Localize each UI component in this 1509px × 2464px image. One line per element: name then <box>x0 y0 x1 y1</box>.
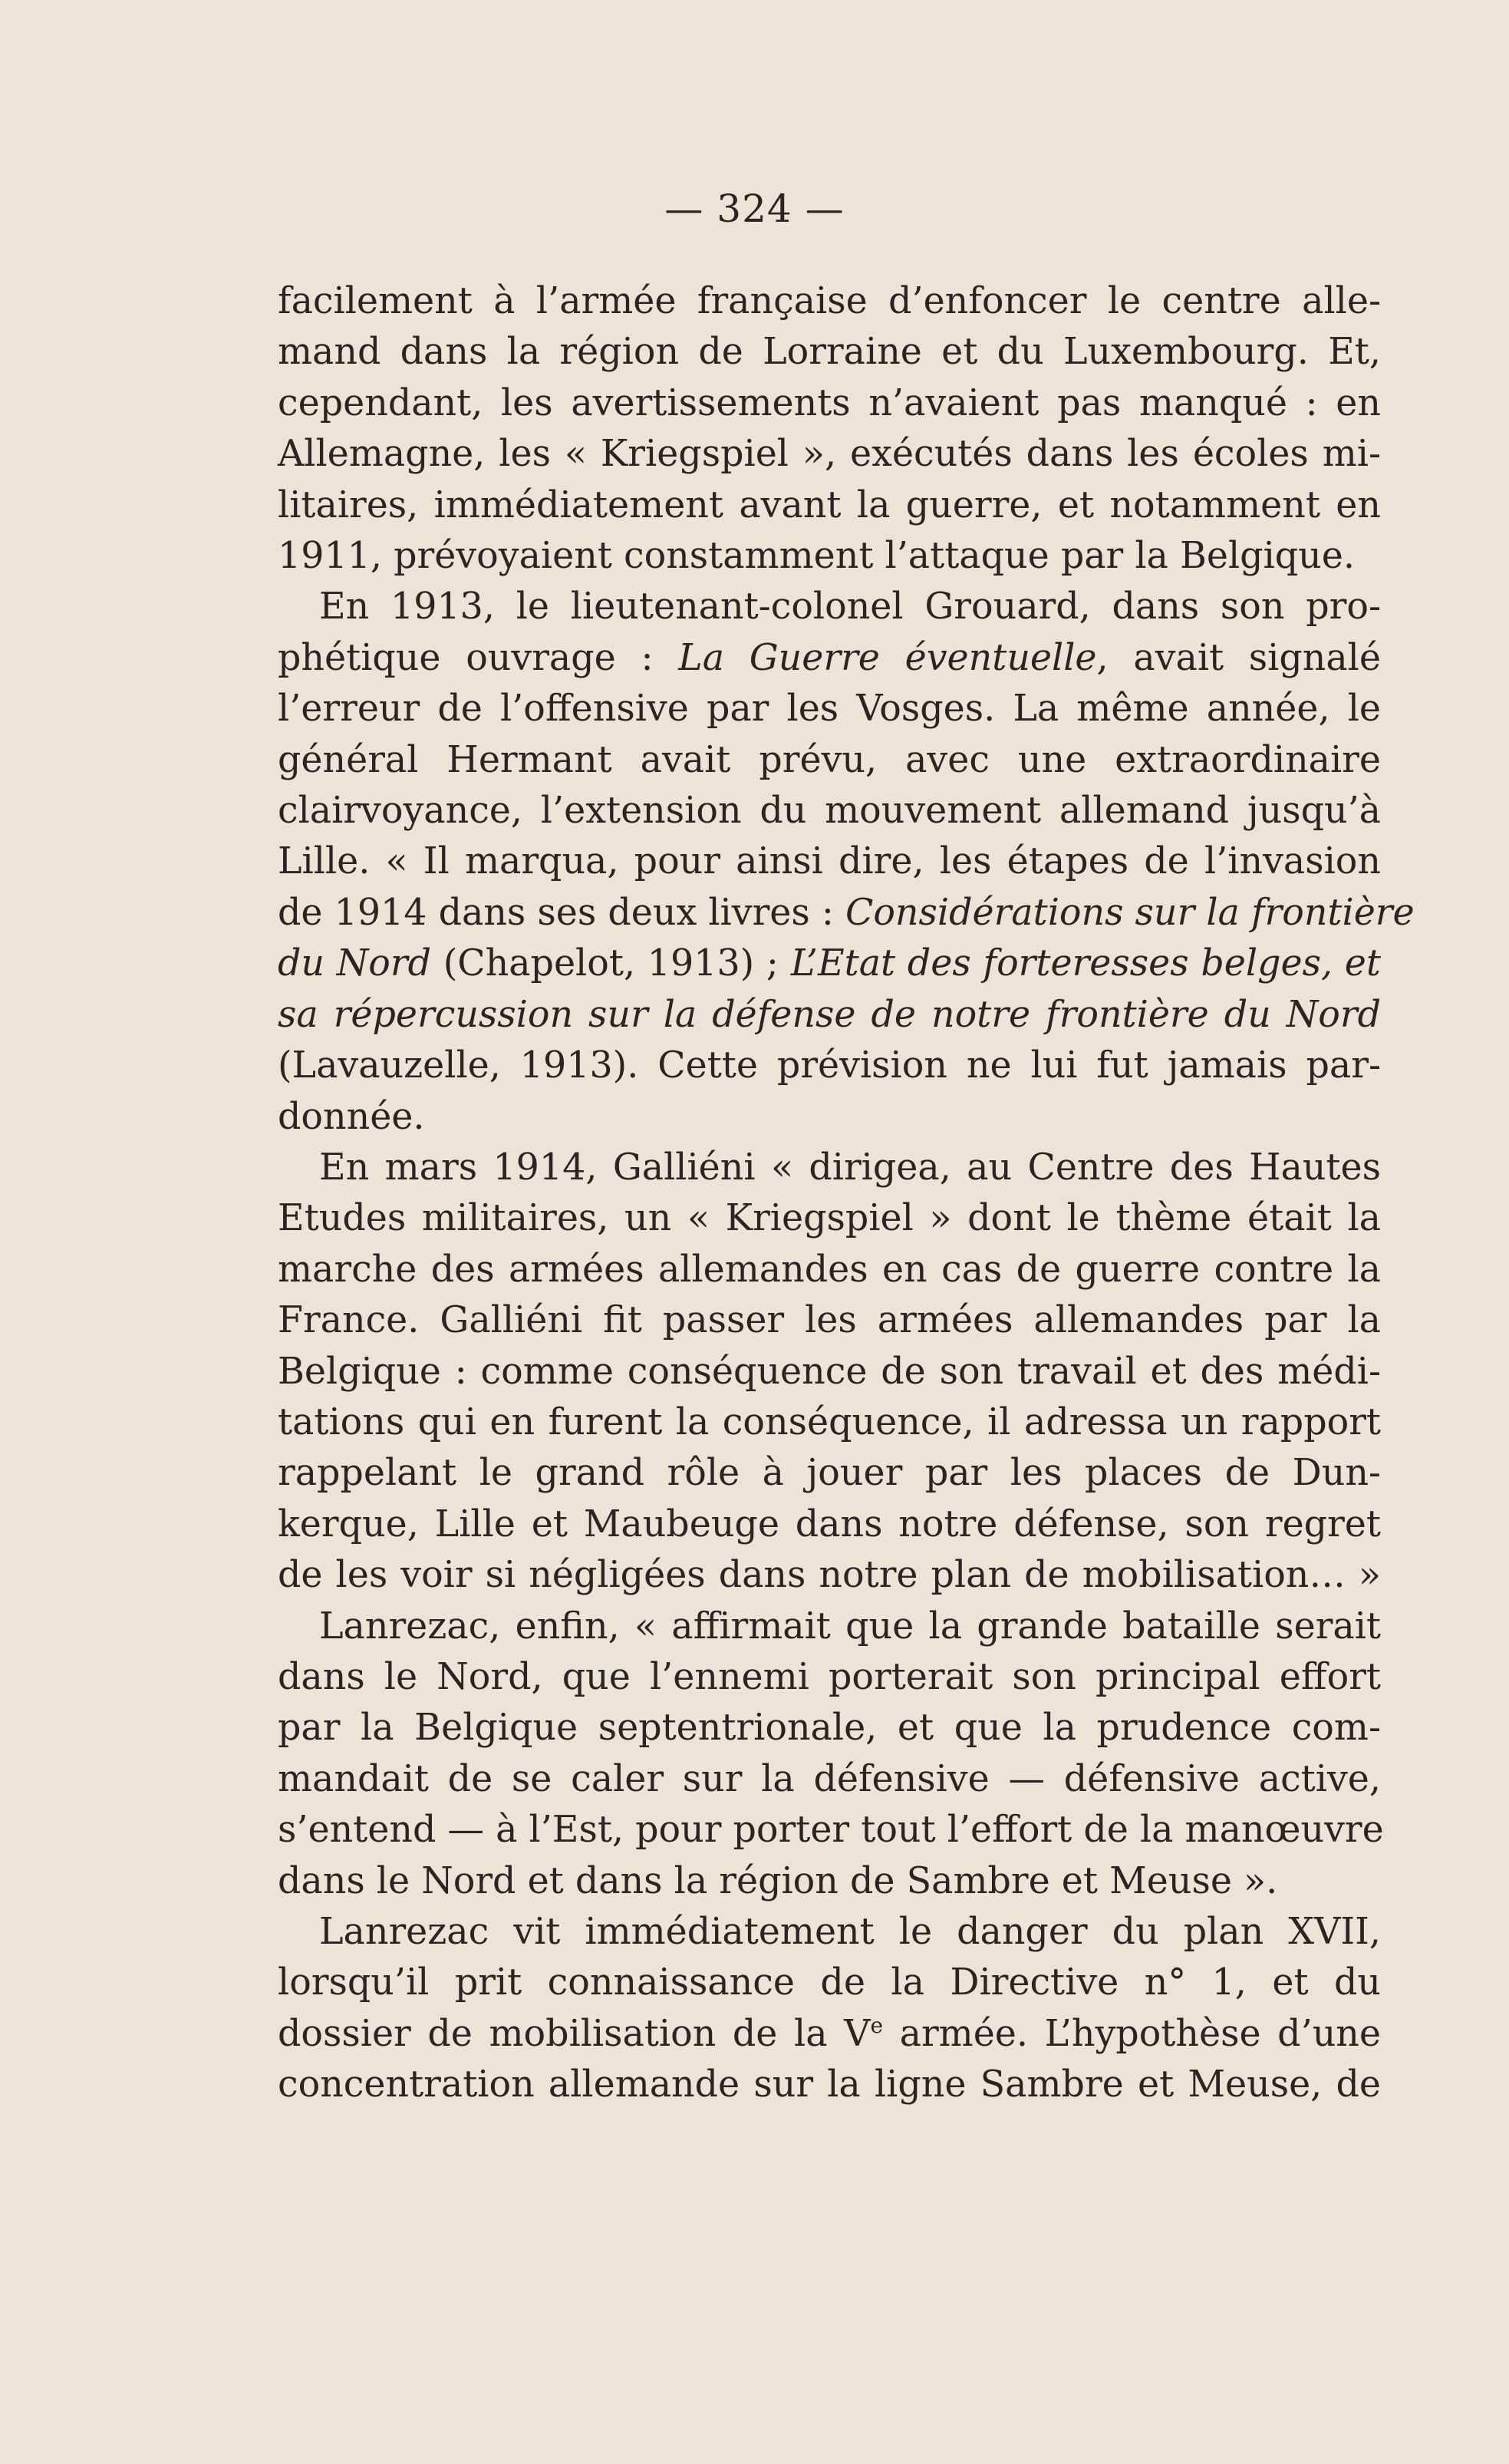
text-line: kerque, Lille et Maubeuge dans notre défense, son regret <box>278 1502 1381 1545</box>
text-line: En 1913, le lieutenant-colonel Grouard, dans son pro- <box>319 585 1381 628</box>
text-line: En mars 1914, Galliéni « dirigea, au Centre des Hautes <box>319 1146 1381 1189</box>
text-line: rappelant le grand rôle à jouer par les places de Dun- <box>278 1452 1381 1495</box>
paragraph-1 <box>278 276 1381 582</box>
body-text <box>278 276 1415 2111</box>
text-line: 1911, prévoyaient constamment l’attaque par la Belgique. <box>278 535 1355 578</box>
book-title: La Guerre éventuelle <box>678 636 1097 679</box>
text-line: facilement à l’armée française d’enfoncer le centre alle- <box>278 280 1381 322</box>
text-segment: (Chapelot, 1913) ; <box>431 942 791 985</box>
text-line <box>278 938 1381 989</box>
text-line <box>278 990 1381 1041</box>
book-title: L’Etat des forteresses belges, et <box>790 942 1382 985</box>
text-line: s’entend — à l’Est, pour porter tout l’effort de la manœuvre <box>278 1809 1384 1852</box>
text-line: marche des armées allemandes en cas de guerre contre la <box>278 1248 1381 1291</box>
text-line <box>278 633 1381 684</box>
text-line: de les voir si négligées dans notre plan de mobilisation… » <box>278 1554 1381 1597</box>
paragraph-2 <box>278 582 1415 1142</box>
paragraph-4 <box>278 1601 1384 1907</box>
paragraph-3 <box>278 1143 1381 1601</box>
text-line: donnée. <box>278 1095 425 1138</box>
text-line <box>278 2009 1381 2060</box>
text-line: Allemagne, les « Kriegspiel », exécutés dans les écoles mi- <box>278 433 1381 476</box>
text-segment: armée. L’hypothèse d’une <box>883 2012 1381 2055</box>
text-line: France. Galliéni fit passer les armées allemandes par la <box>278 1299 1381 1342</box>
text-line: Etudes militaires, un « Kriegspiel » dont le thème était la <box>278 1197 1381 1240</box>
text-line: lorsqu’il prit connaissance de la Directive n° 1, et du <box>278 1961 1381 2004</box>
text-segment: phétique ouvrage : <box>278 636 679 679</box>
book-title: Considérations sur la frontière <box>845 891 1415 934</box>
text-line: concentration allemande sur la ligne Sambre et Meuse, de <box>278 2063 1381 2106</box>
book-title: sa répercussion sur la défense de notre frontière du Nord <box>278 993 1381 1036</box>
text-line: mandait de se caler sur la défensive — défensive active, <box>278 1757 1381 1800</box>
text-segment: , avait signalé <box>1096 636 1381 679</box>
text-line: mand dans la région de Lorraine et du Luxembourg. Et, <box>278 331 1381 374</box>
text-line: Lanrezac, enfin, « affirmait que la grande bataille serait <box>319 1605 1381 1648</box>
text-line: Lanrezac vit immédiatement le danger du plan XVII, <box>319 1911 1381 1953</box>
text-line: cependant, les avertissements n’avaient pas manqué : en <box>278 381 1381 424</box>
book-title: du Nord <box>278 942 432 985</box>
page-number: — 324 — <box>664 186 845 231</box>
text-line: général Hermant avait prévu, avec une extraordinaire <box>278 738 1381 781</box>
text-line: dans le Nord et dans la région de Sambre et Meuse ». <box>278 1859 1278 1902</box>
text-line: Lille. « Il marqua, pour ainsi dire, les étapes de l’invasion <box>278 840 1381 883</box>
text-line: clairvoyance, l’extension du mouvement allemand jusqu’à <box>278 790 1381 833</box>
text-line: l’erreur de l’offensive par les Vosges. La même année, le <box>278 688 1381 731</box>
text-line: (Lavauzelle, 1913). Cette prévision ne lui fut jamais par- <box>278 1044 1381 1087</box>
text-line: dans le Nord, que l’ennemi porterait son principal effort <box>278 1655 1381 1698</box>
superscript: e <box>870 2012 884 2038</box>
text-line <box>278 888 1415 938</box>
text-line: par la Belgique septentrionale, et que la prudence com- <box>278 1707 1381 1750</box>
paragraph-5 <box>278 1907 1381 2111</box>
text-segment: de 1914 dans ses deux livres : <box>278 891 845 934</box>
text-line: tations qui en furent la conséquence, il adressa un rapport <box>278 1400 1381 1443</box>
text-line: litaires, immédiatement avant la guerre, et notamment en <box>278 483 1381 526</box>
text-segment: dossier de mobilisation de la V <box>278 2012 871 2055</box>
text-line: Belgique : comme conséquence de son travail et des médi- <box>278 1350 1381 1393</box>
